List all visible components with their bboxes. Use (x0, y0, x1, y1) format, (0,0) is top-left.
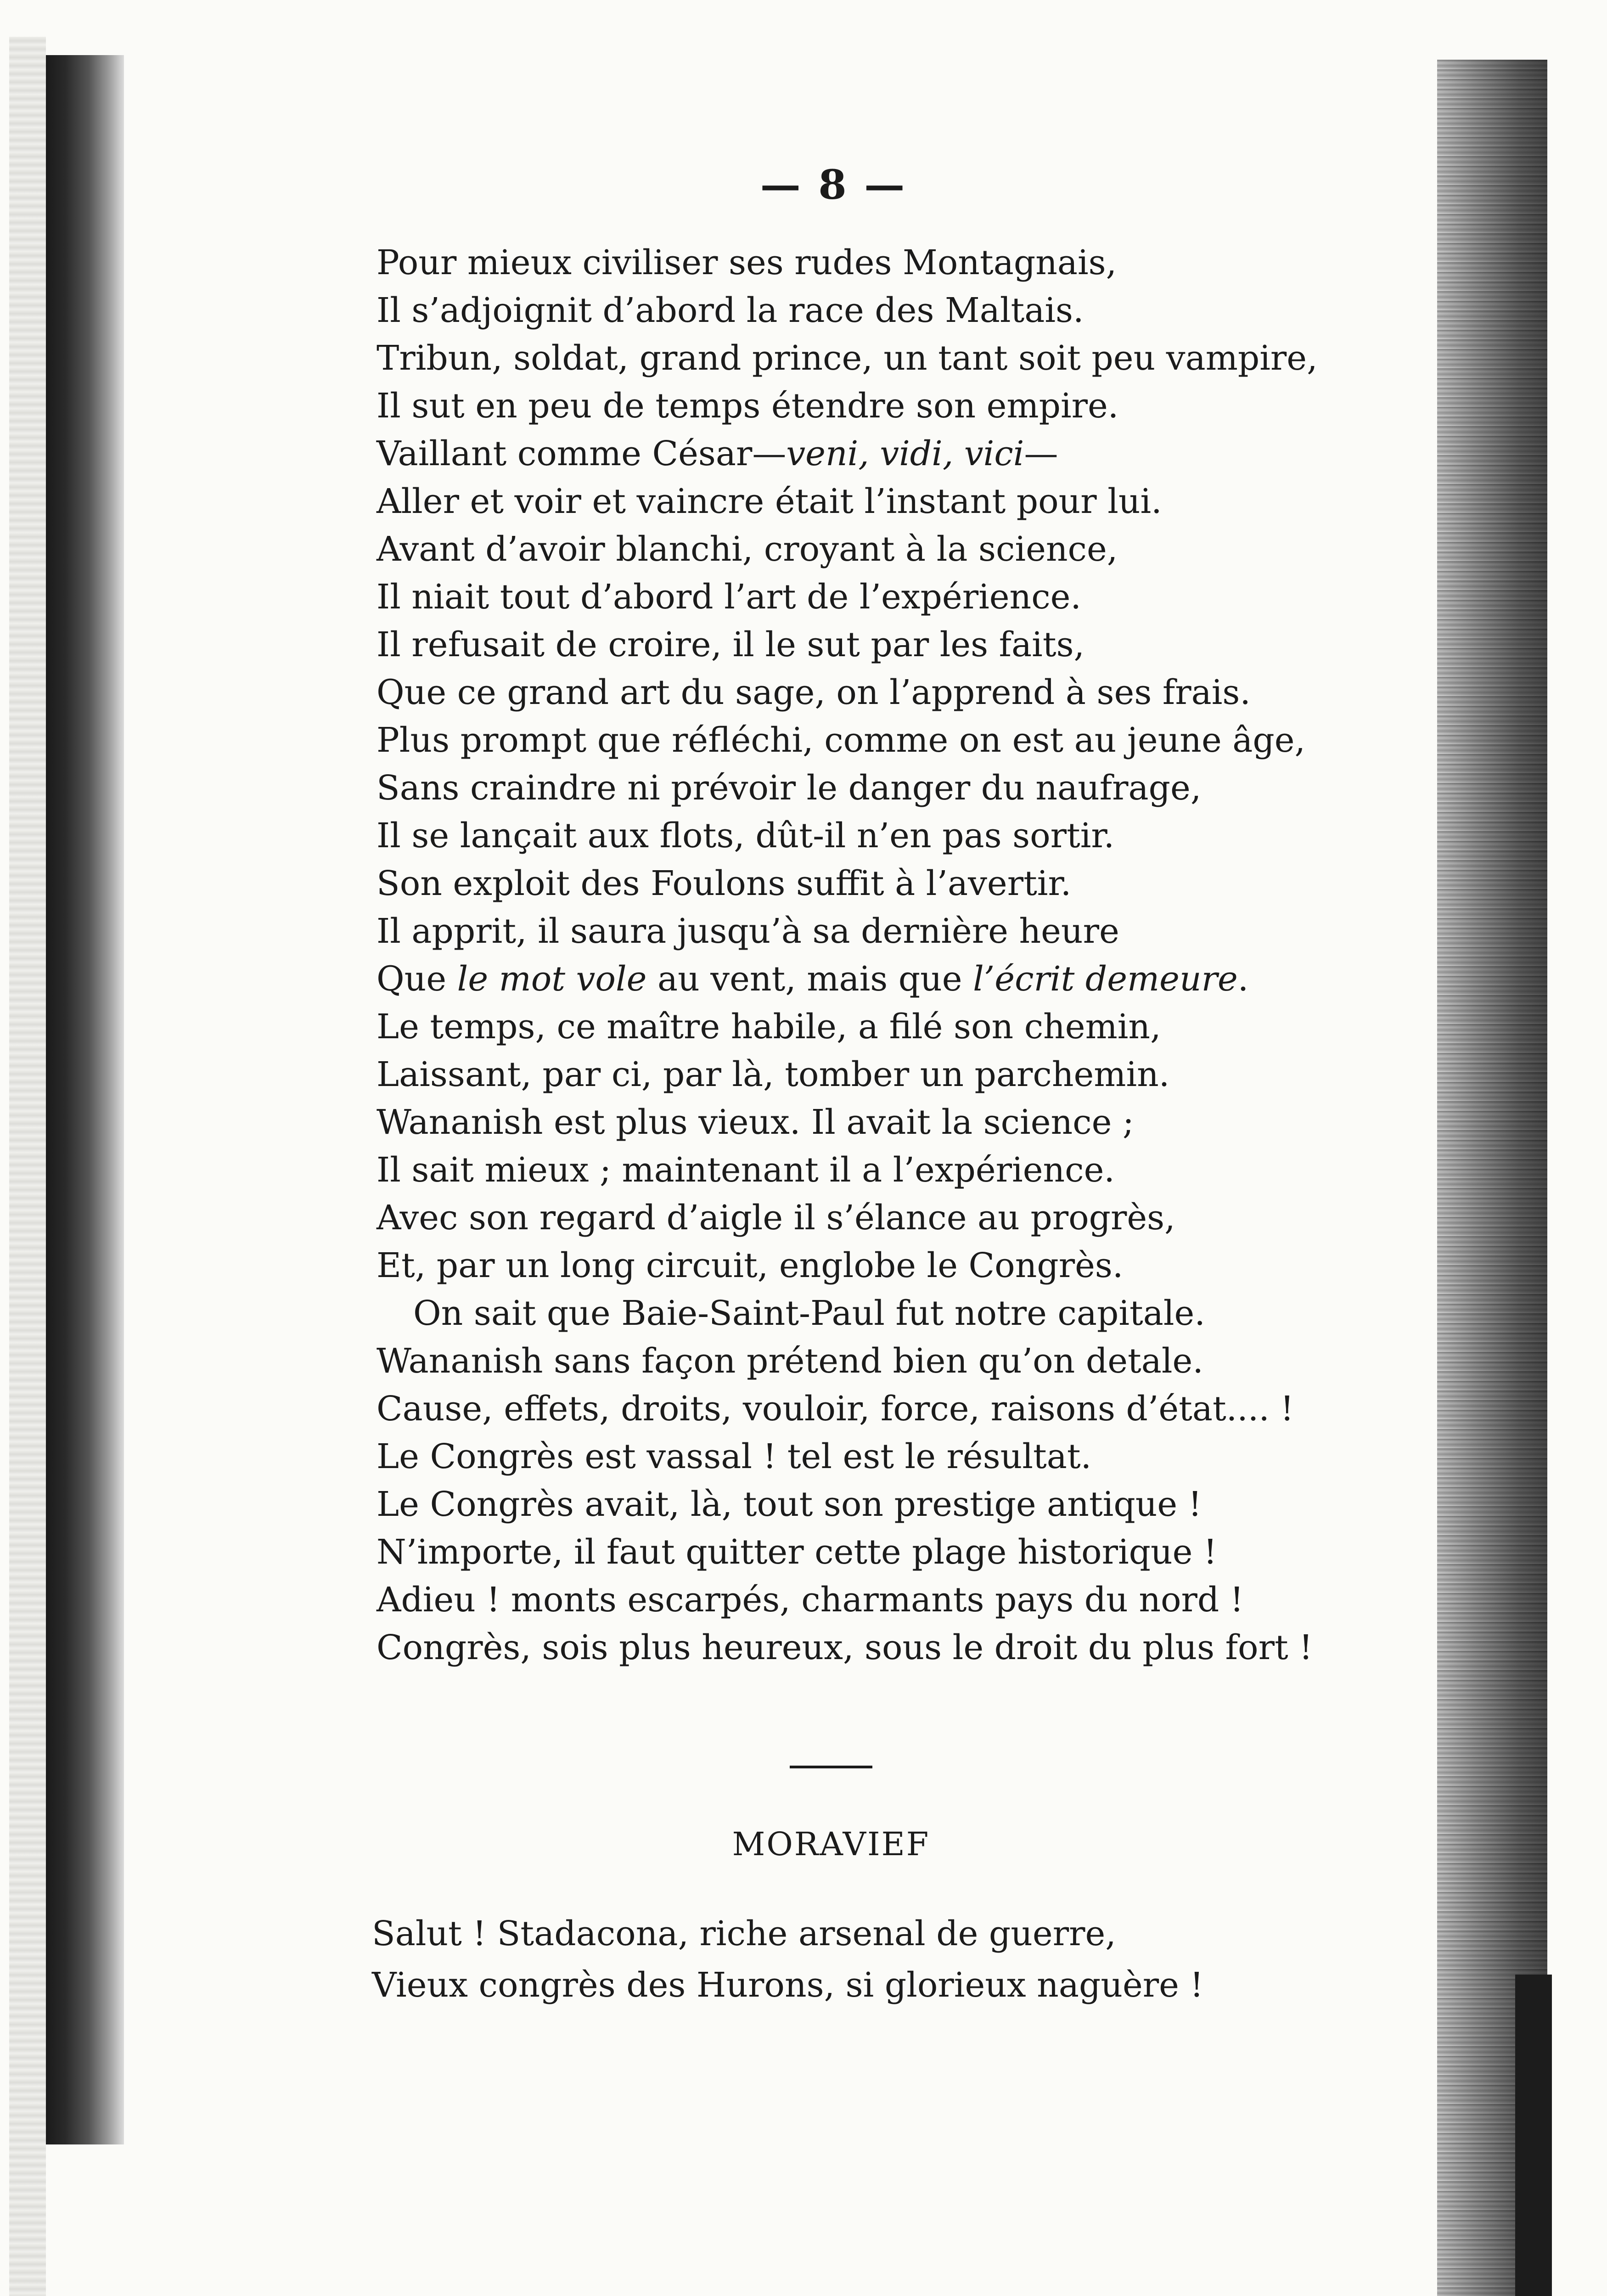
verse-line: Et, par un long circuit, englobe le Congrès. (376, 1246, 1124, 1285)
verse-line: Le Congrès avait, là, tout son prestige antique ! (376, 1485, 1202, 1524)
section-divider (790, 1766, 872, 1768)
verse-line: On sait que Baie-Saint-Paul fut notre capitale. (413, 1294, 1205, 1333)
poem-body (376, 239, 1433, 1671)
verse-line: Cause, effets, droits, vouloir, force, raisons d’état.... ! (376, 1389, 1294, 1429)
verse-line: Il se lançait aux flots, dût-il n’en pas sortir. (376, 816, 1115, 855)
verse-line: Il niait tout d’abord l’art de l’expérience. (376, 577, 1081, 617)
verse-line: Avant d’avoir blanchi, croyant à la science, (376, 529, 1118, 569)
verse-line: N’importe, il faut quitter cette plage historique ! (376, 1532, 1217, 1572)
verse-line: Son exploit des Foulons suffit à l’avertir. (376, 864, 1072, 903)
verse-line: Que ce grand art du sage, on l’apprend à ses frais. (376, 673, 1251, 712)
section-body (372, 1908, 1428, 2011)
verse-line: Congrès, sois plus heureux, sous le droit du plus fort ! (376, 1628, 1313, 1667)
verse-line: Vieux congrès des Hurons, si glorieux naguère ! (372, 1965, 1204, 2005)
italic-phrase: l’écrit demeure (973, 959, 1238, 999)
verse-fragment: Que (376, 959, 457, 999)
verse-line: Le temps, ce maître habile, a filé son chemin, (376, 1007, 1161, 1047)
right-edge-dark-patch (1515, 1975, 1552, 2296)
verse-fragment: Vaillant comme César— (376, 434, 787, 473)
verse-line: Sans craindre ni prévoir le danger du naufrage, (376, 768, 1202, 808)
verse-line (376, 955, 1433, 1003)
verse-line: Adieu ! monts escarpés, charmants pays du nord ! (376, 1580, 1244, 1620)
verse-line: Wananish sans façon prétend bien qu’on detale. (376, 1341, 1203, 1381)
verse-line: Il sait mieux ; maintenant il a l’expérience. (376, 1150, 1115, 1190)
verse-line: Wananish est plus vieux. Il avait la science ; (376, 1103, 1134, 1142)
verse-line (376, 430, 1433, 478)
italic-phrase: le mot vole (457, 959, 647, 999)
verse-line: Il s’adjoignit d’abord la race des Maltais. (376, 291, 1084, 330)
verse-line: Il sut en peu de temps étendre son empire. (376, 386, 1119, 426)
verse-line: Il refusait de croire, il le sut par les faits, (376, 625, 1085, 664)
right-edge-shadow (1437, 60, 1547, 2296)
italic-phrase: veni, vidi, vici (786, 434, 1024, 473)
page-number: — 8 — (760, 161, 907, 208)
left-binding-shadow (46, 55, 124, 2144)
section-title: MORAVIEF (732, 1825, 930, 1863)
verse-line: Laissant, par ci, par là, tomber un parchemin. (376, 1055, 1170, 1094)
verse-fragment: au vent, mais que (646, 959, 973, 999)
verse-line: Le Congrès est vassal ! tel est le résultat. (376, 1437, 1092, 1476)
verse-fragment: . (1237, 959, 1249, 999)
verse-line: Plus prompt que réfléchi, comme on est au jeune âge, (376, 720, 1306, 760)
binding-edge (9, 37, 46, 2296)
verse-line: Tribun, soldat, grand prince, un tant soit peu vampire, (376, 338, 1318, 378)
verse-line: Pour mieux civiliser ses rudes Montagnais, (376, 243, 1117, 282)
verse-line: Avec son regard d’aigle il s’élance au progrès, (376, 1198, 1175, 1238)
verse-line: Aller et voir et vaincre était l’instant pour lui. (376, 482, 1162, 521)
verse-line: Il apprit, il saura jusqu’à sa dernière heure (376, 912, 1119, 951)
verse-fragment: — (1024, 434, 1058, 473)
verse-line: Salut ! Stadaconа, riche arsenal de guerre, (372, 1914, 1116, 1953)
